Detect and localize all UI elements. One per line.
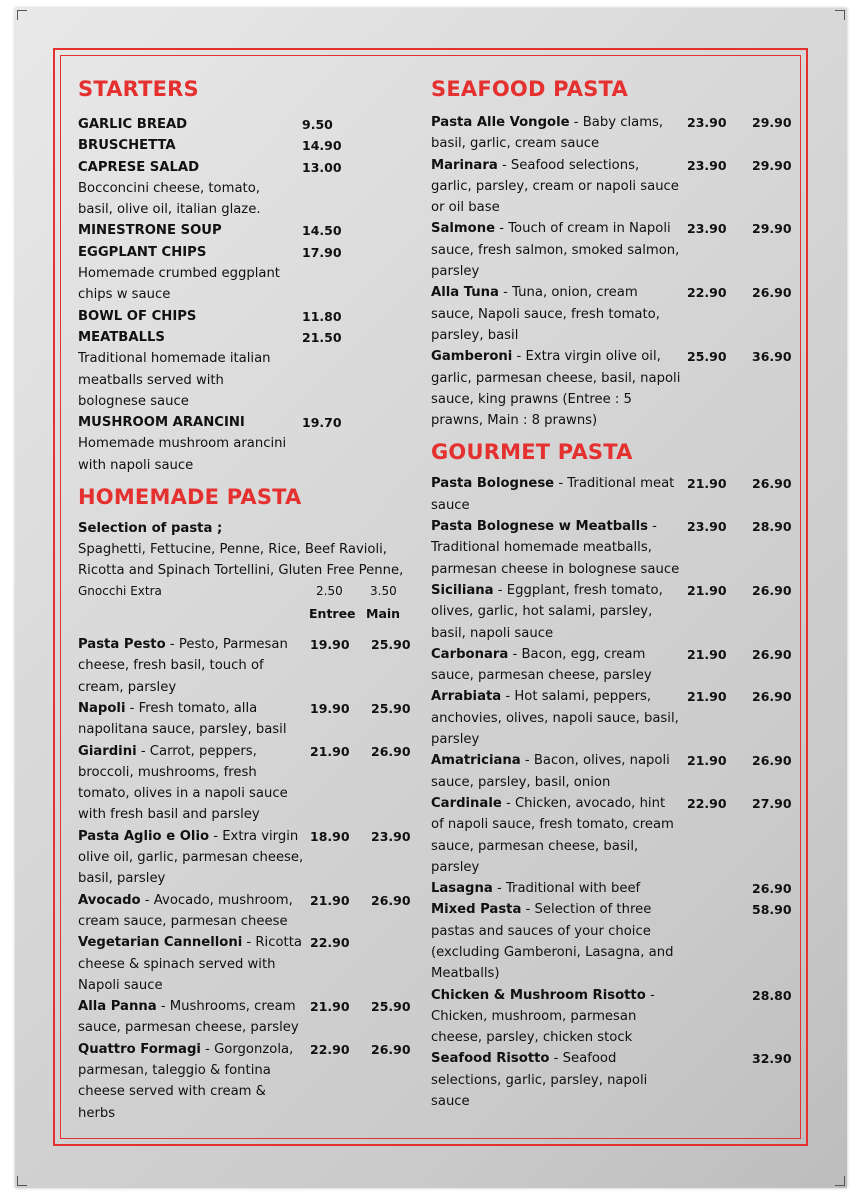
extra-label: Gnocchi Extra: [78, 584, 162, 599]
main-price: 26.90: [752, 285, 792, 301]
menu-item: [78, 114, 413, 135]
main-price: 25.90: [371, 999, 411, 1015]
item-name: Alla Tuna: [431, 285, 499, 301]
menu-item: [78, 634, 413, 698]
item-description: Traditional with beef: [505, 881, 641, 897]
menu-item: [78, 412, 413, 476]
menu-item: [431, 644, 796, 687]
main-price: 26.90: [752, 582, 792, 598]
item-text: Napoli - Fresh tomato, alla napolitana sauce, parsley, basil: [78, 700, 287, 738]
item-name: Salmone: [431, 221, 496, 237]
main-price: 26.90: [371, 1041, 411, 1057]
item-description: Chicken, mushroom, parmesan cheese, parsley, chicken stock: [431, 1008, 637, 1046]
entree-header: Entree: [309, 606, 356, 622]
item-name: Cardinale: [431, 795, 502, 811]
item-text: Marinara - Seafood selections, garlic, parsley, cream or napoli sauce or oil base: [431, 157, 679, 216]
item-name: GARLIC BREAD: [78, 117, 188, 132]
entree-price: 23.90: [687, 221, 727, 237]
item-name: Quattro Formagi: [78, 1041, 201, 1057]
item-description: Tuna, onion, cream sauce, Napoli sauce, fresh tomato, parsley, basil: [431, 285, 660, 343]
item-text: Pasta Aglio e Olio - Extra virgin olive oil, garlic, parmesan cheese, basil, parsley: [78, 828, 304, 887]
item-text: Pasta Pesto - Pesto, Parmesan cheese, fresh basil, touch of cream, parsley: [78, 637, 288, 695]
item-price: 9.50: [302, 117, 333, 132]
item-name: Amatriciana: [431, 753, 521, 769]
left-column: [78, 76, 413, 1124]
item-name: Siciliana: [431, 582, 494, 598]
item-price: 14.90: [302, 138, 342, 154]
item-name: BRUSCHETTA: [78, 138, 176, 154]
homemade-title: HOMEMADE PASTA: [78, 485, 302, 510]
item-name: Marinara: [431, 157, 498, 173]
item-text: Salmone - Touch of cream in Napoli sauce, fresh salmon, smoked salmon, parsley: [431, 221, 680, 280]
item-description: Mushrooms, cream sauce, parmesan cheese, parsley: [78, 999, 299, 1036]
item-text: Seafood Risotto - Seafood selections, garlic, parsley, napoli sauce: [431, 1051, 648, 1110]
item-text: [78, 242, 293, 306]
item-text: Pasta Alle Vongole - Baby clams, basil, garlic, cream sauce: [431, 115, 664, 152]
item-price: 19.70: [302, 415, 342, 431]
item-description: Gorgonzola, parmesan, taleggio & fontina cheese served with cream & herbs: [78, 1041, 294, 1121]
main-price: 29.90: [752, 115, 792, 130]
item-text: Quattro Formagi - Gorgonzola, parmesan, taleggio & fontina cheese served with cream & herbs: [78, 1041, 294, 1121]
extra-main-price: 3.50: [370, 584, 397, 599]
starters-list: [78, 114, 413, 476]
item-description: Traditional homemade meatballs, parmesan cheese in bolognese sauce: [431, 540, 680, 577]
menu-item: [431, 793, 796, 878]
item-description: Pesto, Parmesan cheese, fresh basil, touch of cream, parsley: [78, 637, 288, 695]
main-price: 26.90: [752, 646, 792, 662]
menu-item: [431, 516, 796, 580]
extra-entree-price: 2.50: [316, 584, 343, 599]
menu-item: [431, 155, 796, 219]
menu-item: [78, 890, 413, 933]
menu-item: [431, 899, 796, 984]
item-name: Giardini: [78, 743, 137, 759]
menu-item: [78, 741, 413, 826]
corner-mark: [17, 1176, 27, 1186]
menu-item: [78, 996, 413, 1039]
main-price: 28.80: [752, 987, 792, 1003]
entree-price: 21.90: [310, 743, 350, 759]
item-description: Homemade crumbed eggplant chips w sauce: [78, 266, 280, 303]
item-name: Napoli: [78, 700, 126, 716]
gourmet-title: GOURMET PASTA: [431, 440, 633, 465]
right-column: [431, 76, 796, 1112]
item-description: Eggplant, fresh tomato, olives, garlic, hot salami, parsley, basil, napoli sauce: [431, 582, 663, 641]
selection-list: Spaghetti, Fettucine, Penne, Rice, Beef Ravioli, Ricotta and Spinach Tortellini, Gluten Free Penne,: [78, 542, 404, 579]
item-text: Giardini - Carrot, peppers, broccoli, mushrooms, fresh tomato, olives in a napoli sauce with fresh basil and parsley: [78, 743, 288, 823]
item-description: Ricotta cheese & spinach served with Napoli sauce: [78, 935, 302, 993]
item-text: Carbonara - Bacon, egg, cream sauce, parmesan cheese, parsley: [431, 646, 652, 684]
item-price: 14.50: [302, 223, 342, 239]
entree-price: 23.90: [687, 115, 727, 130]
main-price: 26.90: [752, 753, 792, 769]
menu-item: [431, 985, 796, 1049]
menu-item: [431, 473, 796, 516]
seafood-title: SEAFOOD PASTA: [431, 77, 628, 101]
menu-item: [78, 826, 413, 890]
item-text: Pasta Bolognese - Traditional meat sauce: [431, 476, 675, 513]
menu-item: [431, 1048, 796, 1112]
item-price: 11.80: [302, 308, 342, 324]
menu-item: [78, 698, 413, 741]
main-price: 26.90: [371, 892, 411, 908]
item-description: Bocconcini cheese, tomato, basil, olive oil, italian glaze.: [78, 180, 261, 218]
item-text: [78, 306, 293, 327]
entree-price: 19.90: [310, 700, 350, 716]
item-name: Gamberoni: [431, 349, 513, 365]
main-price: 36.90: [752, 349, 792, 365]
menu-item: [431, 686, 796, 750]
item-text: [78, 412, 293, 476]
menu-item: [431, 878, 796, 899]
item-description: Homemade mushroom arancini with napoli sauce: [78, 436, 287, 473]
gourmet-list: [431, 473, 796, 1112]
entree-price: 25.90: [687, 349, 727, 365]
menu-item: [431, 346, 796, 431]
menu-item: [431, 580, 796, 644]
item-name: BOWL OF CHIPS: [78, 308, 197, 324]
entree-price: 21.90: [687, 753, 727, 769]
item-text: [78, 157, 293, 221]
item-description: Hot salami, peppers, anchovies, olives, napoli sauce, basil, parsley: [431, 689, 679, 748]
entree-price: 22.90: [310, 935, 350, 951]
entree-price: 21.90: [310, 999, 350, 1015]
main-price: 32.90: [752, 1051, 792, 1067]
item-text: [78, 114, 293, 135]
item-name: Avocado: [78, 892, 141, 908]
entree-price: 21.90: [310, 892, 350, 908]
item-name: Pasta Aglio e Olio: [78, 828, 210, 844]
item-name: Seafood Risotto: [431, 1051, 550, 1067]
item-text: Siciliana - Eggplant, fresh tomato, olives, garlic, hot salami, parsley, basil, napoli sauce: [431, 582, 663, 641]
main-price: 28.90: [752, 519, 792, 535]
item-text: Lasagna - Traditional with beef: [431, 881, 641, 897]
main-price: 26.90: [371, 743, 411, 759]
starters-title: STARTERS: [78, 77, 199, 101]
main-price: 26.90: [752, 881, 792, 897]
item-text: Cardinale - Chicken, avocado, hint of napoli sauce, fresh tomato, cream sauce, parmesan cheese, basil, parsley: [431, 795, 674, 875]
price-header-row: [78, 602, 413, 626]
gnocchi-extra-row: [78, 581, 413, 602]
item-name: Arrabiata: [431, 689, 502, 705]
item-description: Fresh tomato, alla napolitana sauce, parsley, basil: [78, 700, 287, 738]
item-name: Vegetarian Cannelloni: [78, 935, 243, 951]
corner-mark: [17, 10, 27, 20]
item-text: [78, 220, 293, 241]
item-name: Pasta Alle Vongole: [431, 115, 570, 130]
item-name: Chicken & Mushroom Risotto: [431, 987, 646, 1003]
main-price: 23.90: [371, 828, 411, 844]
item-description: Baby clams, basil, garlic, cream sauce: [431, 115, 664, 152]
menu-item: [78, 306, 413, 327]
item-text: [78, 327, 293, 412]
item-description: Extra virgin olive oil, garlic, parmesan cheese, basil, parsley: [78, 828, 304, 887]
item-text: Alla Tuna - Tuna, onion, cream sauce, Napoli sauce, fresh tomato, parsley, basil: [431, 285, 660, 343]
main-price: 26.90: [752, 689, 792, 705]
seafood-list: [431, 112, 796, 431]
menu-item: [78, 1039, 413, 1124]
menu-item: [78, 157, 413, 221]
main-price: 25.90: [371, 700, 411, 716]
menu-item: [431, 750, 796, 793]
item-description: Touch of cream in Napoli sauce, fresh salmon, smoked salmon, parsley: [431, 221, 680, 280]
item-name: MINESTRONE SOUP: [78, 223, 222, 239]
item-description: Seafood selections, garlic, parsley, napoli sauce: [431, 1051, 648, 1110]
entree-price: 18.90: [310, 828, 350, 844]
item-name: Pasta Bolognese w Meatballs: [431, 519, 648, 535]
item-name: MEATBALLS: [78, 329, 165, 345]
item-name: CAPRESE SALAD: [78, 159, 200, 175]
entree-price: 22.90: [687, 795, 727, 811]
item-name: Mixed Pasta: [431, 902, 522, 918]
item-text: [78, 135, 293, 156]
menu-item: [78, 932, 413, 996]
item-price: 21.50: [302, 329, 342, 345]
selection-heading: Selection of pasta ;: [78, 521, 223, 537]
entree-price: 23.90: [687, 157, 727, 173]
entree-price: 21.90: [687, 689, 727, 705]
item-text: Alla Panna - Mushrooms, cream sauce, parmesan cheese, parsley: [78, 999, 299, 1036]
item-description: Bacon, olives, napoli sauce, parsley, basil, onion: [431, 753, 670, 790]
item-description: Selection of three pastas and sauces of your choice (excluding Gamberoni, Lasagna, and Meatballs): [431, 902, 674, 982]
main-price: 58.90: [752, 902, 792, 918]
menu-item: [78, 242, 413, 306]
corner-mark: [835, 1176, 845, 1186]
entree-price: 22.90: [310, 1041, 350, 1057]
item-text: Gamberoni - Extra virgin olive oil, garlic, parmesan cheese, basil, napoli sauce, king prawns (Entree : 5 prawns, Main : 8 prawns): [431, 349, 681, 429]
menu-item: [78, 327, 413, 412]
item-text: Avocado - Avocado, mushroom, cream sauce, parmesan cheese: [78, 892, 293, 929]
item-name: Lasagna: [431, 881, 493, 897]
item-description: Avocado, mushroom, cream sauce, parmesan cheese: [78, 892, 293, 929]
item-description: Carrot, peppers, broccoli, mushrooms, fresh tomato, olives in a napoli sauce with fresh basil and parsley: [78, 743, 288, 823]
entree-price: 22.90: [687, 285, 727, 301]
item-text: Mixed Pasta - Selection of three pastas and sauces of your choice (excluding Gamberoni, Lasagna, and Meatballs): [431, 902, 674, 982]
entree-price: 21.90: [687, 476, 727, 492]
entree-price: 23.90: [687, 519, 727, 535]
item-text: Chicken & Mushroom Risotto - Chicken, mushroom, parmesan cheese, parsley, chicken stock: [431, 987, 655, 1046]
main-price: 29.90: [752, 221, 792, 237]
main-header: Main: [366, 606, 401, 622]
item-name: MUSHROOM ARANCINI: [78, 415, 245, 431]
menu-item: [431, 112, 796, 155]
item-name: Alla Panna: [78, 999, 157, 1015]
menu-item: [78, 220, 413, 241]
item-description: Chicken, avocado, hint of napoli sauce, fresh tomato, cream sauce, parmesan cheese, basil, parsley: [431, 795, 674, 875]
entree-price: 19.90: [310, 637, 350, 653]
entree-price: 21.90: [687, 646, 727, 662]
entree-price: 21.90: [687, 582, 727, 598]
main-price: 27.90: [752, 795, 792, 811]
item-description: Extra virgin olive oil, garlic, parmesan cheese, basil, napoli sauce, king prawns (Entree : 5 prawns, Main : 8 prawns): [431, 349, 681, 429]
item-name: Carbonara: [431, 646, 509, 662]
item-text: Amatriciana - Bacon, olives, napoli sauce, parsley, basil, onion: [431, 753, 670, 790]
item-name: Pasta Bolognese: [431, 476, 555, 492]
item-description: Traditional homemade italian meatballs served with bolognese sauce: [78, 351, 271, 409]
item-price: 17.90: [302, 244, 342, 260]
item-description: Bacon, egg, cream sauce, parmesan cheese, parsley: [431, 646, 652, 684]
item-text: Arrabiata - Hot salami, peppers, anchovies, olives, napoli sauce, basil, parsley: [431, 689, 679, 748]
main-price: 29.90: [752, 157, 792, 173]
main-price: 26.90: [752, 476, 792, 492]
menu-item: [78, 135, 413, 156]
corner-mark: [835, 10, 845, 20]
main-price: 25.90: [371, 637, 411, 653]
item-text: Vegetarian Cannelloni - Ricotta cheese & spinach served with Napoli sauce: [78, 935, 302, 993]
menu-item: [431, 282, 796, 346]
menu-item: [431, 218, 796, 282]
item-price: 13.00: [302, 159, 342, 175]
item-description: Traditional meat sauce: [431, 476, 675, 513]
item-description: Seafood selections, garlic, parsley, cream or napoli sauce or oil base: [431, 157, 679, 216]
item-name: EGGPLANT CHIPS: [78, 244, 207, 260]
item-text: Pasta Bolognese w Meatballs - Traditional homemade meatballs, parmesan cheese in bolognese sauce: [431, 519, 680, 577]
homemade-list: [78, 634, 413, 1124]
item-name: Pasta Pesto: [78, 637, 166, 653]
